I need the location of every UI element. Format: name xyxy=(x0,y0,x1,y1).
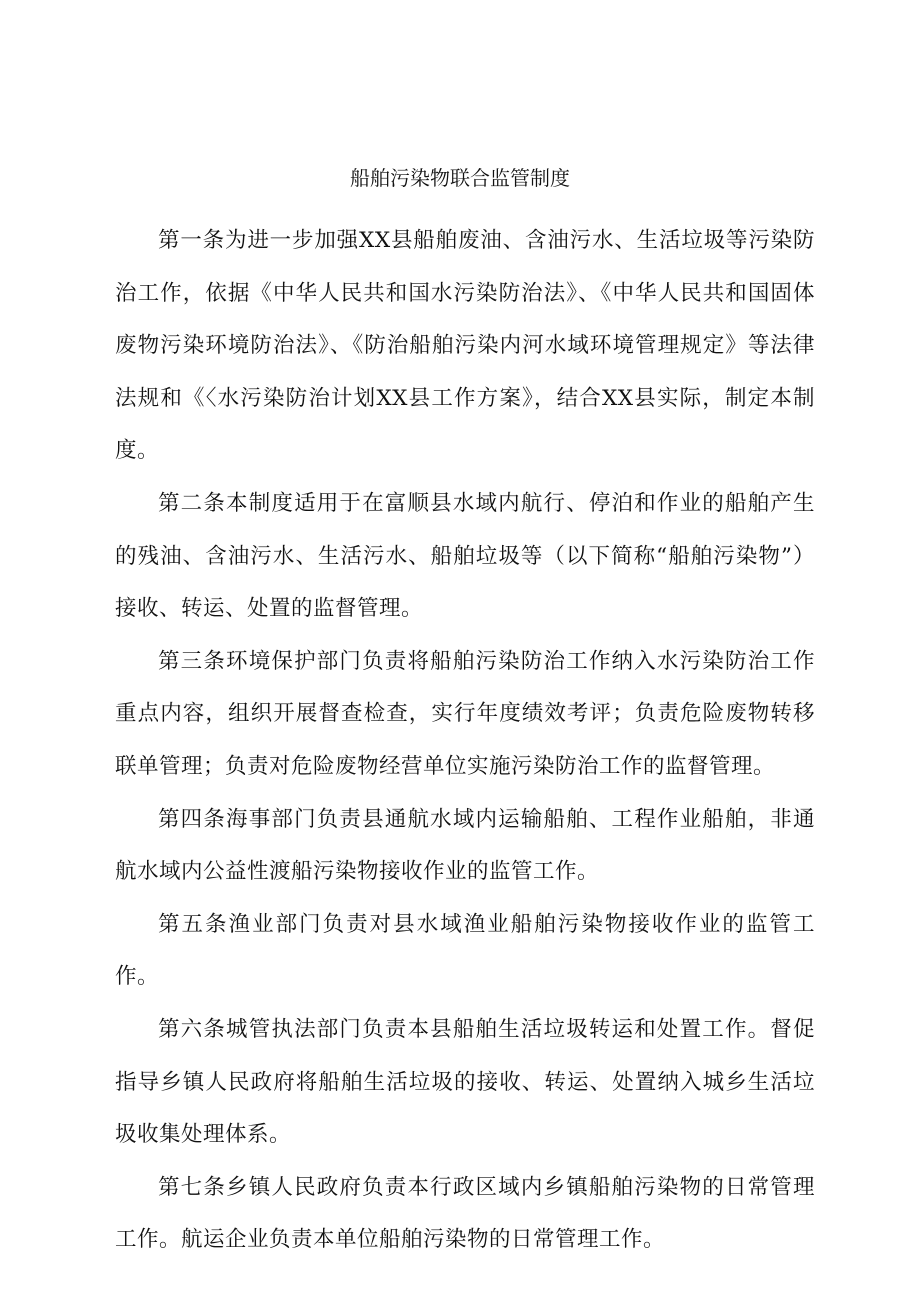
article-6-paragraph: 第六条城管执法部门负责本县船舶生活垃圾转运和处置工作。督促指导乡镇人民政府将船舶生活垃圾的接收、转运、处置纳入城乡生活垃圾收集处理体系。 xyxy=(115,1016,815,1148)
article-5-paragraph: 第五条渔业部门负责对县水域渔业船舶污染物接收作业的监管工作。 xyxy=(115,911,815,990)
document-title: 船舶污染物联合监管制度 xyxy=(350,166,570,190)
article-2-paragraph: 第二条本制度适用于在富顺县水域内航行、停泊和作业的船舶产生的残油、含油污水、生活污水、船舶垃圾等（以下简称“船舶污染物”）接收、转运、处置的监督管理。 xyxy=(115,490,815,622)
article-7-paragraph: 第七条乡镇人民政府负责本行政区域内乡镇船舶污染物的日常管理工作。航运企业负责本单位船舶污染物的日常管理工作。 xyxy=(115,1174,815,1253)
article-4-paragraph: 第四条海事部门负责县通航水域内运输船舶、工程作业船舶，非通航水域内公益性渡船污染物接收作业的监管工作。 xyxy=(115,806,815,885)
article-1-paragraph: 第一条为进一步加强XX县船舶废油、含油污水、生活垃圾等污染防治工作，依据《中华人民共和国水污染防治法》、《中华人民共和国固体废物污染环境防治法》、《防治船舶污染内河水域环境管理规定》等法律法规和《〈水污染防治计划XX县工作方案》，结合XX县实际，制定本制度。 xyxy=(115,228,815,464)
document-body xyxy=(115,215,815,1267)
article-3-paragraph: 第三条环境保护部门负责将船舶污染防治工作纳入水污染防治工作重点内容，组织开展督查检查，实行年度绩效考评；负责危险废物转移联单管理；负责对危险废物经营单位实施污染防治工作的监督管理。 xyxy=(115,648,815,779)
